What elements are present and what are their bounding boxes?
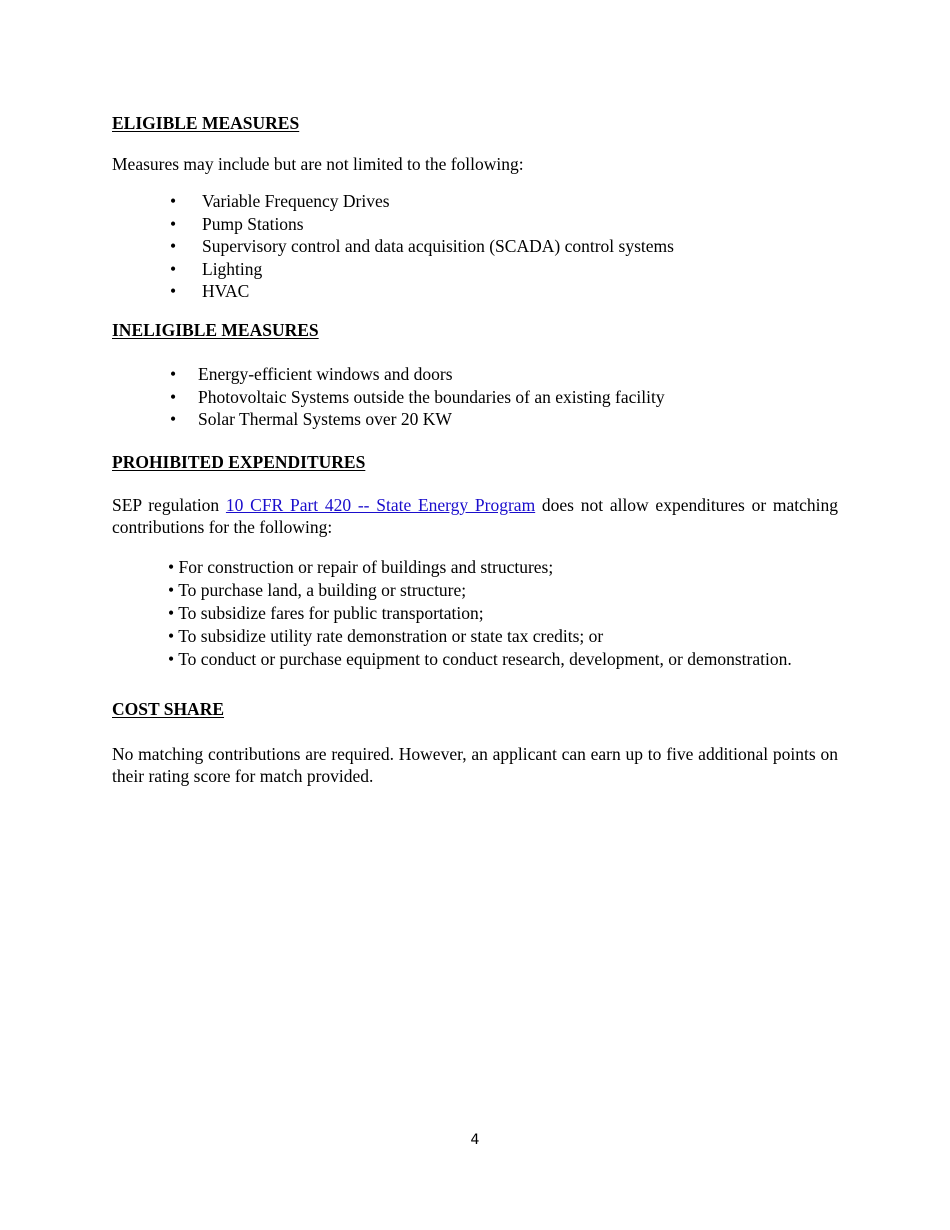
list-item: • To conduct or purchase equipment to conduct research, development, or demonstration. [168,649,792,669]
list-item: • Pump Stations [170,213,304,234]
bullet-icon: • [170,364,177,384]
bullet-icon: • [168,603,175,623]
bullet-icon: • [168,580,175,600]
list-item: • To purchase land, a building or structure; [168,580,467,600]
list-item: • To subsidize utility rate demonstration or state tax credits; or [168,626,604,646]
bullet-icon: • [170,236,177,256]
cost-share-heading: COST SHARE [112,699,225,719]
bullet-icon: • [168,626,175,646]
prohibited-intro: SEP regulation 10 CFR Part 420 -- State Energy Program does not allow expenditures or matching contributions for the following: [112,495,838,537]
ineligible-measures-heading: INELIGIBLE MEASURES [112,320,319,340]
list-item: • HVAC [170,281,250,301]
bullet-icon: • [170,258,177,279]
list-item: • To subsidize fares for public transportation; [168,603,484,623]
list-item: • Energy-efficient windows and doors [170,364,453,384]
sep-regulation-link[interactable]: 10 CFR Part 420 -- State Energy Program [225,495,536,515]
eligible-list [170,190,674,303]
bullet-icon: • [170,386,177,407]
list-item: • Solar Thermal Systems over 20 KW [170,409,452,429]
list-item: • Supervisory control and data acquisition (SCADA) control systems [170,236,674,256]
bullet-icon: • [170,213,177,234]
ineligible-list [170,363,665,431]
eligible-intro: Measures may include but are not limited to the following: [112,154,524,174]
list-item: • Variable Frequency Drives [170,191,390,211]
eligible-measures-heading: ELIGIBLE MEASURES [112,113,300,133]
bullet-icon: • [170,191,177,211]
bullet-icon: • [168,557,175,577]
bullet-icon: • [168,649,175,669]
list-item: • Lighting [170,258,263,279]
list-item: • Photovoltaic Systems outside the boundaries of an existing facility [170,386,665,407]
prohibited-list [168,556,792,671]
prohibited-expenditures-heading: PROHIBITED EXPENDITURES [112,452,366,472]
bullet-icon: • [170,409,177,429]
bullet-icon: • [170,281,177,301]
list-item: • For construction or repair of buildings and structures; [168,557,554,577]
cost-share-text: No matching contributions are required. However, an applicant can earn up to five additional points on their rating score for match provided. [112,744,838,786]
page-number: 4 [470,1132,480,1148]
